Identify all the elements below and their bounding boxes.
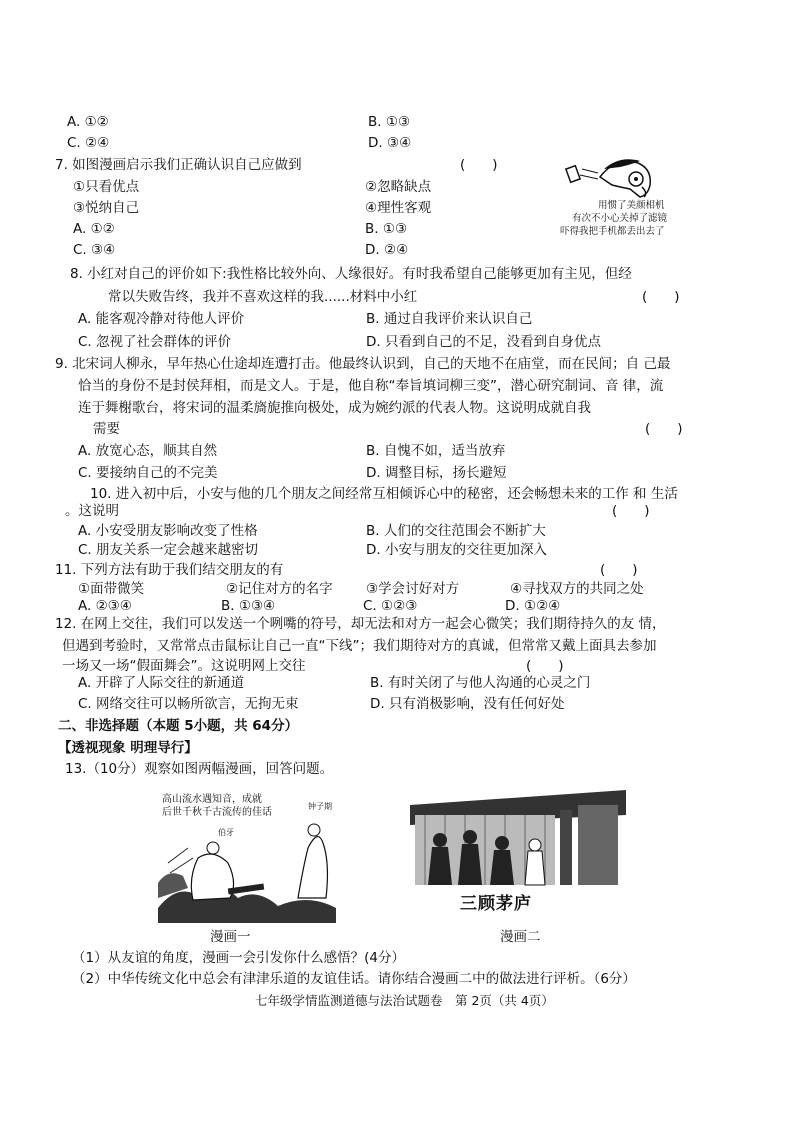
q10-line-1: 10. 进入初中后，小安与他的几个朋友之间经常互相倾诉心中的秘密，还会畅想未来的工作 和 生活: [90, 486, 678, 502]
q13-stem: 13.（10分）观察如图两幅漫画，回答问题。: [65, 761, 334, 777]
q12-option-c: C. 网络交往可以畅所欲言，无拘无束: [78, 696, 299, 712]
q10-option-c: C. 朋友关系一定会越来越密切: [78, 542, 259, 558]
q9-line-1: 9. 北宋词人柳永，早年热心仕途却连遭打击。他最终认识到，自己的天地不在庙堂，而在民间；自 己最: [55, 356, 671, 372]
q9-option-d: D. 调整目标，扬长避短: [366, 465, 507, 481]
q11-option-c: C. ①②③: [363, 598, 418, 614]
q11-item-3: ③学会讨好对方: [366, 581, 460, 597]
q11-answer-paren: ( ): [600, 562, 638, 578]
q8-option-b: B. 通过自我评价来认识自己: [366, 311, 533, 327]
q12-option-d: D. 只有消极影响，没有任何好处: [370, 696, 565, 712]
q13-cartoon-2-label: 漫画二: [500, 929, 541, 945]
q6-option-a: A. ①②: [67, 114, 109, 130]
q13-cartoon-1-tag-2: 伯牙: [218, 828, 234, 837]
q11-item-1: ①面带微笑: [78, 581, 145, 597]
q12-line-2: 但遇到考验时，又常常点击鼠标让自己一直“下线”；我们期待对方的真诚，但常常又戴上面具去参加: [62, 638, 657, 654]
q11-option-d: D. ①②④: [505, 598, 561, 614]
q9-answer-paren: ( ): [645, 421, 683, 437]
q7-item-3: ③悦纳自己: [73, 200, 140, 216]
q13-cartoon-1-tag: 钟子期: [308, 802, 332, 811]
q7-answer-paren: ( ): [460, 157, 498, 173]
q12-option-a: A. 开辟了人际交往的新通道: [78, 675, 245, 691]
q13-cartoon-2: [410, 785, 626, 923]
page-footer: 七年级学情监测道德与法治试题卷 第 2页（共 4页）: [255, 993, 554, 1008]
q11-item-4: ④寻找双方的共同之处: [510, 581, 644, 597]
q13-cartoon-1-label: 漫画一: [210, 929, 251, 945]
q11-option-b: B. ①③④: [221, 598, 276, 614]
q6-option-b: B. ①③: [368, 114, 411, 130]
q7-item-4: ④理性客观: [365, 200, 432, 216]
q8-line-1: 8. 小红对自己的评价如下:我性格比较外向、人缘很好。有时我希望自己能够更加有主见，但经: [70, 266, 632, 282]
q7-option-c: C. ③④: [73, 242, 116, 258]
q8-line-2: 常以失败告终，我并不喜欢这样的我......材料中小红: [108, 289, 418, 305]
q9-option-a: A. 放宽心态，顺其自然: [78, 443, 218, 459]
q12-line-1: 12. 在网上交往，我们可以发送一个咧嘴的符号，却无法和对方一起会心微笑；我们期待持久的友 情，: [55, 616, 666, 632]
section-2-subtitle: 【透视现象 明理导行】: [58, 740, 198, 756]
q9-option-b: B. 自愧不如，适当放弃: [366, 443, 506, 459]
q10-line-2: 。这说明: [65, 503, 119, 519]
q12-answer-paren: ( ): [526, 658, 564, 674]
q13-cartoon-2-title: 三顾茅庐: [460, 894, 532, 914]
q13-sub-question-1: （1）从友谊的角度，漫画一会引发你什么感悟？(4分）: [72, 950, 405, 966]
q7-stem: 7. 如图漫画启示我们正确认识自己应做到: [55, 157, 302, 173]
q7-cartoon-caption-1: 用惯了美颜相机: [598, 200, 665, 211]
q8-option-a: A. 能客观冷静对待他人评价: [78, 311, 245, 327]
q8-option-c: C. 忽视了社会群体的评价: [78, 334, 232, 350]
q11-stem: 11. 下列方法有助于我们结交朋友的有: [55, 562, 284, 578]
q9-line-3: 连于舞榭歌台，将宋词的温柔旖旎推向极处，成为婉约派的代表人物。这说明成就自我: [78, 400, 591, 416]
q10-option-b: B. 人们的交往范围会不断扩大: [366, 523, 546, 539]
q8-answer-paren: ( ): [642, 289, 680, 305]
q9-line-4: 需要: [93, 421, 120, 437]
q7-cartoon-caption-3: 吓得我把手机都丢出去了: [560, 226, 665, 237]
q7-option-d: D. ②④: [365, 242, 409, 258]
q7-item-2: ②忽略缺点: [365, 179, 432, 195]
q13-cartoon-1: [158, 788, 336, 923]
q7-cartoon: [560, 155, 690, 243]
q9-line-2: 恰当的身份不是封侯拜相，而是文人。于是，他自称“奉旨填词柳三变”，潜心研究制词、音 律，流: [78, 378, 664, 394]
section-2-title: 二、非选择题（本题 5小题，共 64分）: [58, 718, 299, 734]
q7-option-a: A. ①②: [73, 221, 115, 237]
q9-option-c: C. 要接纳自己的不完美: [78, 465, 218, 481]
q11-option-a: A. ②③④: [78, 598, 132, 614]
q10-answer-paren: ( ): [612, 503, 650, 519]
q6-option-d: D. ③④: [368, 135, 412, 151]
q7-item-1: ①只看优点: [73, 179, 140, 195]
q12-line-3: 一场又一场“假面舞会”。这说明网上交往: [62, 658, 306, 674]
q7-option-b: B. ①③: [365, 221, 408, 237]
q13-cartoon-1-text-1: 高山流水遇知音，成就: [162, 794, 262, 805]
q10-option-a: A. 小安受朋友影响改变了性格: [78, 523, 258, 539]
q8-option-d: D. 只看到自己的不足，没看到自身优点: [366, 334, 601, 350]
q11-item-2: ②记住对方的名字: [226, 581, 333, 597]
q10-option-d: D. 小安与朋友的交往更加深入: [366, 542, 547, 558]
q6-option-c: C. ②④: [67, 135, 110, 151]
q13-sub-question-2: （2）中华传统文化中总会有津津乐道的友谊佳话。请你结合漫画二中的做法进行评析。（6分）: [72, 971, 636, 987]
q7-cartoon-caption-2: 有次不小心关掉了滤镜: [572, 213, 668, 224]
q12-option-b: B. 有时关闭了与他人沟通的心灵之门: [370, 675, 591, 691]
q13-cartoon-1-text-2: 后世千秋千古流传的佳话: [162, 807, 272, 818]
